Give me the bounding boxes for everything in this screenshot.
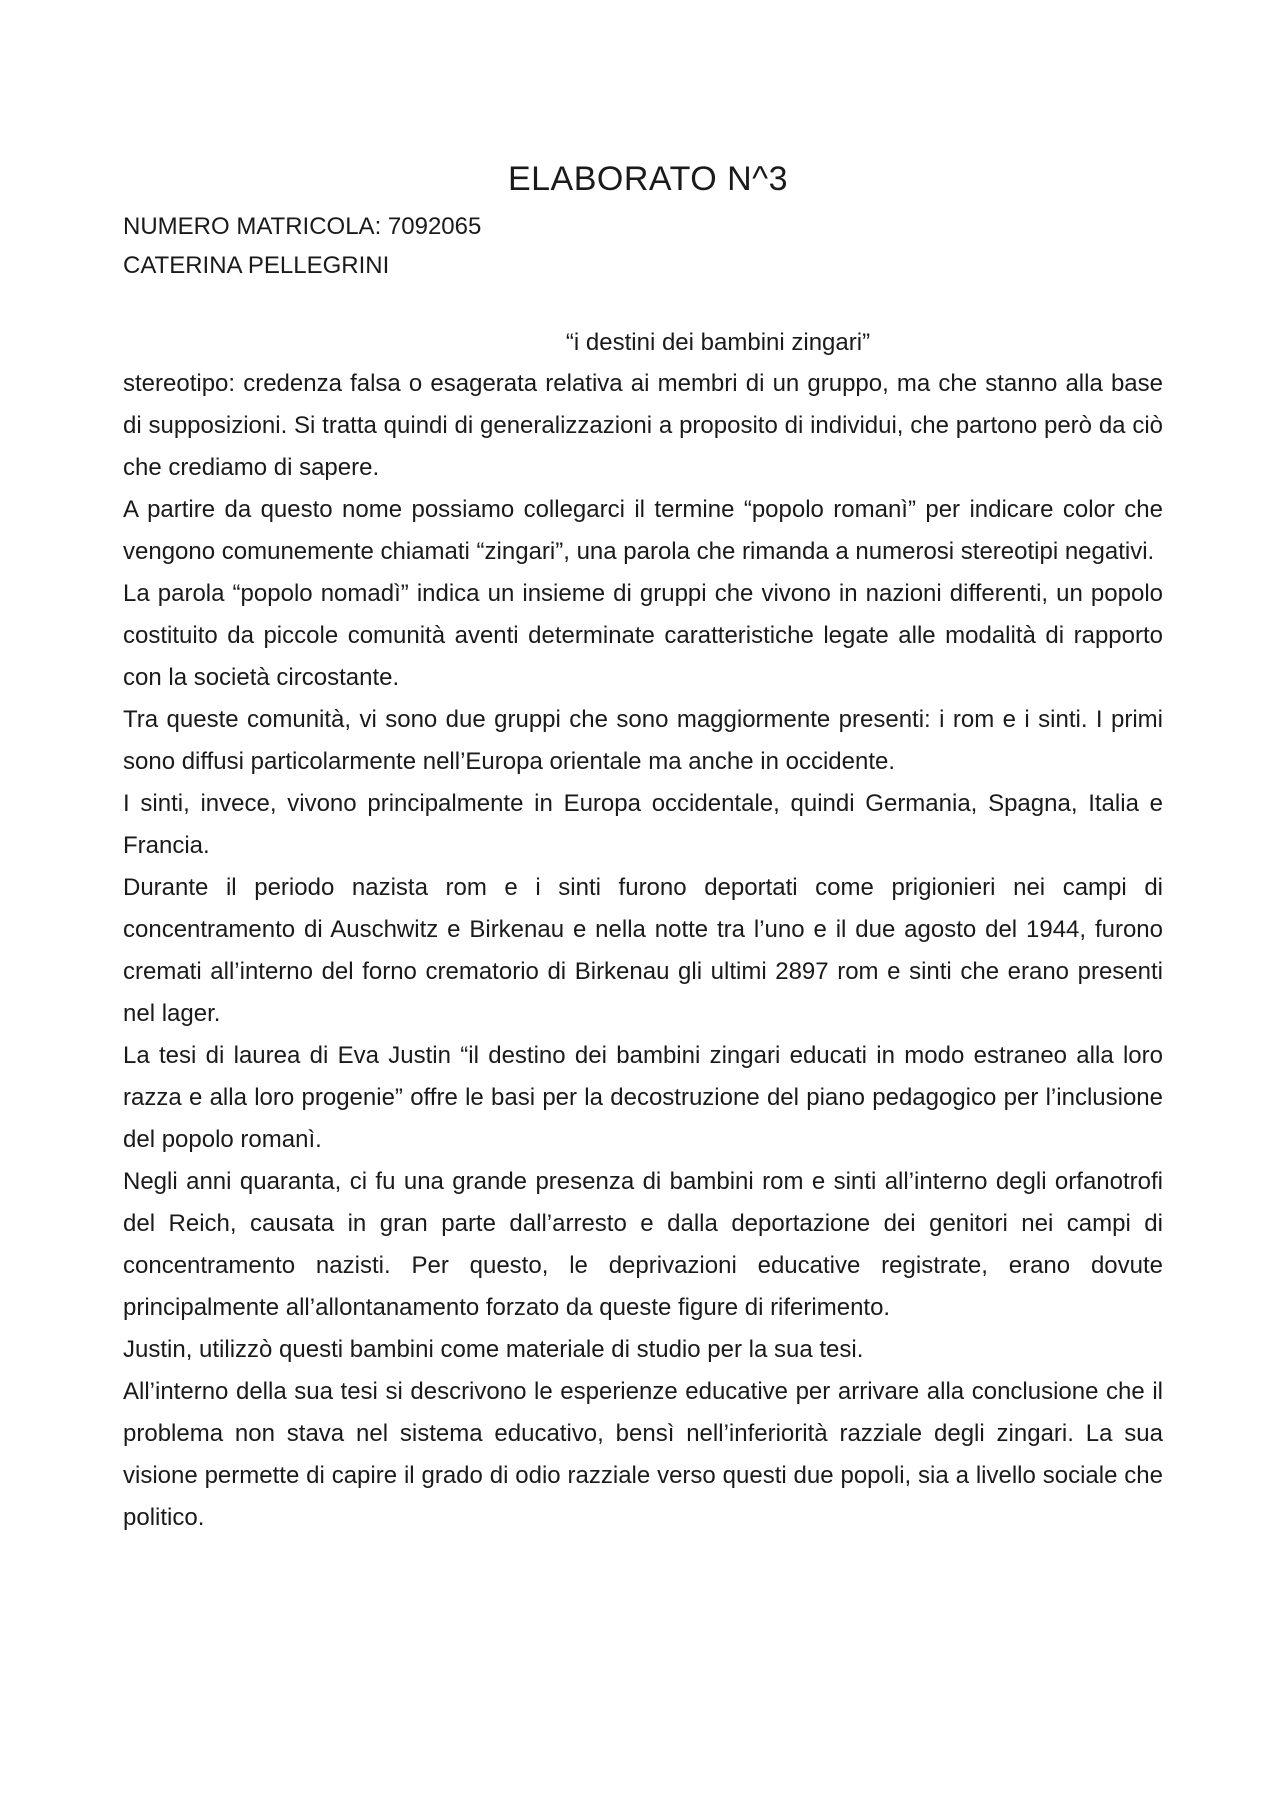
document-title: ELABORATO N^3 bbox=[507, 160, 789, 198]
paragraph: stereotipo: credenza falsa o esagerata relativa ai membri di un gruppo, ma che stanno alla base di supposizioni. Si tratta quindi di generalizzazioni a proposito di individui, che partono però da ciò che crediamo di sapere. bbox=[123, 370, 1163, 481]
paragraph: La tesi di laurea di Eva Justin “il destino dei bambini zingari educati in modo estraneo alla loro razza e alla loro progenie” offre le basi per la decostruzione del piano pedagogico per l’inclusione del popolo romanì. bbox=[123, 1042, 1163, 1153]
document-page bbox=[123, 155, 1163, 1539]
student-id: NUMERO MATRICOLA: 7092065 bbox=[123, 213, 482, 240]
header-spacer bbox=[123, 285, 1163, 323]
paragraph: All’interno della sua tesi si descrivono le esperienze educative per arrivare alla conclusione che il problema non stava nel sistema educativo, bensì nell’inferiorità razziale degli zingari. La sua visione permette di capire il grado di odio razziale verso questi due popoli, sia a livello sociale che politico. bbox=[123, 1378, 1163, 1531]
paragraph: La parola “popolo nomadì” indica un insieme di gruppi che vivono in nazioni differenti, un popolo costituito da piccole comunità aventi determinate caratteristiche legate alle modalità di rapporto con la società circostante. bbox=[123, 580, 1163, 691]
paragraph: I sinti, invece, vivono principalmente in Europa occidentale, quindi Germania, Spagna, Italia e Francia. bbox=[123, 790, 1163, 859]
essay-subtitle: “i destini dei bambini zingari” bbox=[565, 329, 871, 356]
paragraph: Justin, utilizzò questi bambini come materiale di studio per la sua tesi. bbox=[123, 1336, 864, 1363]
paragraph: Negli anni quaranta, ci fu una grande presenza di bambini rom e sinti all’interno degli orfanotrofi del Reich, causata in gran parte dall’arresto e dalla deportazione dei genitori nei campi di concentramento nazisti. Per questo, le deprivazioni educative registrate, erano dovute principalmente all’allontanamento forzato da queste figure di riferimento. bbox=[123, 1168, 1163, 1321]
paragraph: A partire da questo nome possiamo collegarci il termine “popolo romanì” per indicare color che vengono comunemente chiamati “zingari”, una parola che rimanda a numerosi stereotipi negativi. bbox=[123, 496, 1163, 565]
paragraph: Durante il periodo nazista rom e i sinti furono deportati come prigionieri nei campi di concentramento di Auschwitz e Birkenau e nella notte tra l’uno e il due agosto del 1944, furono cremati all’interno del forno crematorio di Birkenau gli ultimi 2897 rom e sinti che erano presenti nel lager. bbox=[123, 874, 1163, 1027]
author-name: CATERINA PELLEGRINI bbox=[123, 252, 390, 279]
paragraph: Tra queste comunità, vi sono due gruppi che sono maggiormente presenti: i rom e i sinti. I primi sono diffusi particolarmente nell’Europa orientale ma anche in occidente. bbox=[123, 706, 1163, 775]
